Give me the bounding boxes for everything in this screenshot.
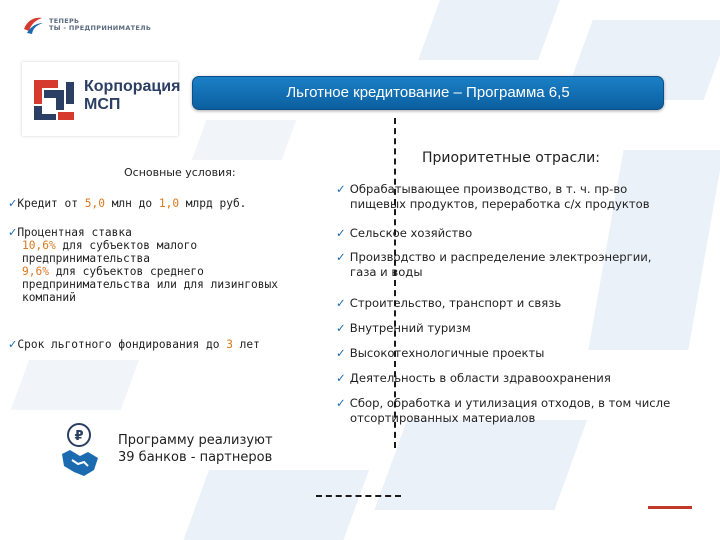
- industry-item: [336, 296, 561, 311]
- industry-1-line1: Обрабатывающее производство, в т. ч. пр-во: [349, 182, 628, 196]
- check-icon: ✓: [336, 296, 350, 310]
- condition-rate: [8, 226, 278, 304]
- condition-term: [8, 338, 260, 351]
- industry-1-line2: пищевых продуктов, переработка с/х продуктов: [350, 197, 650, 211]
- industry-3-line1: Производство и распределение электроэнергии,: [349, 250, 652, 264]
- left-heading: Основные условия:: [124, 166, 236, 179]
- header-logo-icon: [22, 15, 44, 35]
- credit-min-value: 5,0: [84, 197, 105, 210]
- industry-4-line1: Строительство, транспорт и связь: [349, 296, 562, 310]
- title-banner: Льготное кредитование – Программа 6,5: [192, 76, 664, 110]
- check-icon: ✓: [8, 226, 18, 239]
- rate-medium-value: 9,6%: [22, 265, 49, 278]
- check-icon: ✓: [336, 371, 350, 385]
- header-logo-text: [49, 18, 151, 32]
- check-icon: ✓: [336, 321, 350, 335]
- industry-3-line2: газа и воды: [350, 265, 423, 279]
- industry-item: [336, 321, 471, 336]
- check-icon: ✓: [336, 182, 350, 196]
- industry-item: [336, 396, 670, 426]
- credit-max-value: 1,0: [158, 197, 180, 210]
- check-icon: ✓: [8, 197, 18, 210]
- check-icon: ✓: [336, 346, 350, 360]
- industry-item: [336, 182, 650, 212]
- term-pre: Срок льготного фондирования до: [17, 338, 227, 351]
- industry-item: [336, 346, 544, 361]
- rate-line1: Процентная ставка: [17, 226, 132, 239]
- term-value: 3: [226, 338, 233, 351]
- banks-line2: 39 банков - партнеров: [118, 450, 273, 465]
- header-logo: [22, 14, 162, 36]
- industry-5-line1: Внутренний туризм: [349, 321, 471, 335]
- check-icon: ✓: [336, 250, 350, 264]
- check-icon: ✓: [336, 226, 350, 240]
- corporation-name: [84, 78, 180, 114]
- banks-note: [118, 432, 273, 466]
- industry-item: [336, 226, 472, 241]
- horizontal-dashed-divider: [316, 495, 401, 497]
- svg-text:₽: ₽: [74, 429, 84, 444]
- rate-line5: предпринимательства или для лизинговых: [22, 278, 278, 291]
- industry-6-line1: Высокотехнологичные проекты: [349, 346, 545, 360]
- corporation-logo-box: [22, 62, 181, 136]
- rate-small-value: 10,6%: [22, 239, 56, 252]
- corporation-name-line1: Корпорация: [84, 78, 181, 95]
- corporation-name-line2: МСП: [84, 96, 121, 113]
- rate-line3: предпринимательства: [22, 252, 150, 265]
- industry-item: [336, 250, 651, 280]
- header-logo-line2: ТЫ - ПРЕДПРИНИМАТЕЛЬ: [49, 24, 152, 32]
- term-post: лет: [232, 338, 260, 351]
- industry-8-line2: отсортированных материалов: [350, 411, 536, 425]
- industry-item: [336, 371, 611, 386]
- rate-line6: компаний: [22, 291, 76, 304]
- credit-post: млрд руб.: [179, 197, 247, 210]
- header-logo-line1: ТЕПЕРЬ: [49, 17, 80, 25]
- check-icon: ✓: [8, 338, 18, 351]
- rate-line4: для субъектов среднего: [48, 265, 204, 278]
- handshake-icon: [58, 444, 102, 480]
- check-icon: ✓: [336, 396, 350, 410]
- industry-8-line1: Сбор, обработка и утилизация отходов, в том числе: [349, 396, 671, 410]
- credit-mid: млн до: [104, 197, 159, 210]
- right-heading: Приоритетные отрасли:: [422, 150, 600, 166]
- industry-2-line1: Сельское хозяйство: [349, 226, 473, 240]
- credit-pre: Кредит от: [17, 197, 85, 210]
- corporation-logo-icon: [30, 74, 78, 124]
- banks-line1: Программу реализуют: [118, 433, 273, 448]
- condition-credit: [8, 197, 246, 210]
- red-accent-line: [648, 506, 692, 509]
- industry-7-line1: Деятельность в области здравоохранения: [349, 371, 611, 385]
- rate-line2: для субъектов малого: [55, 239, 198, 252]
